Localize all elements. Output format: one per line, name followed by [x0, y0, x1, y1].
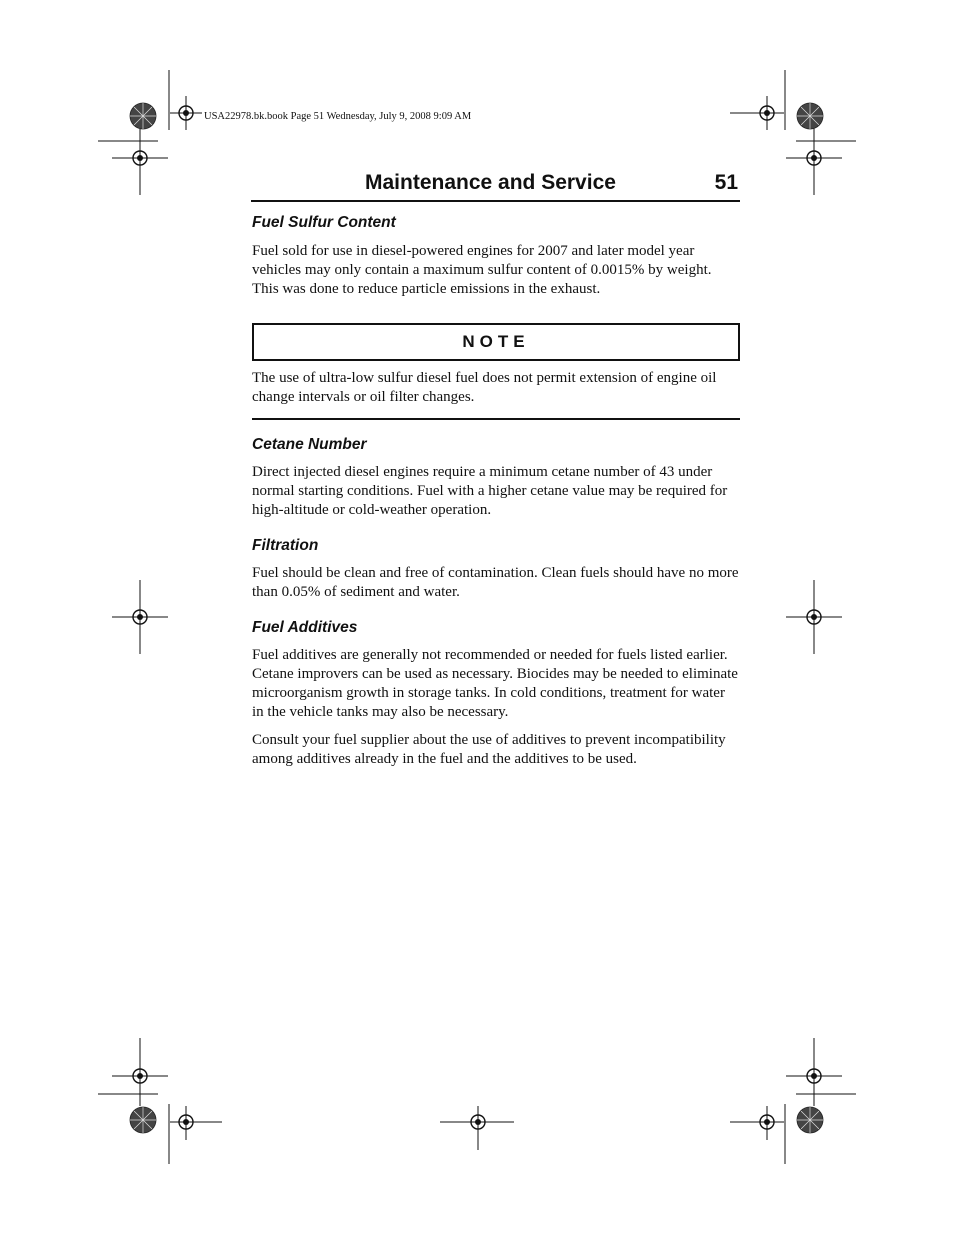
paragraph: Fuel additives are generally not recommended or needed for fuels listed earlier. Cetane improvers can be used as necessary. Biocides may be needed to eliminate microorganism growth in storage tanks. In cold conditions, treatment for water in the vehicle tanks may also be necessary.	[252, 647, 738, 720]
note-end-rule	[252, 418, 740, 420]
page-body	[252, 213, 740, 769]
note-box	[252, 323, 740, 361]
section-heading: Filtration	[252, 537, 319, 554]
section-cetane-number	[252, 435, 740, 520]
page-number: 51	[714, 171, 738, 194]
section-heading: Cetane Number	[252, 436, 367, 453]
section-heading: Fuel Additives	[252, 619, 358, 636]
paragraph: Fuel sold for use in diesel-powered engines for 2007 and later model year vehicles may only contain a maximum sulfur content of 0.0015% by weight. This was done to reduce particle emissions in the exhaust.	[252, 243, 712, 297]
section-filtration	[252, 536, 740, 602]
paragraph: Direct injected diesel engines require a minimum cetane number of 43 under normal starting conditions. Fuel with a higher cetane value may be required for high-altitude or cold-weather operation.	[252, 464, 728, 518]
section-heading: Fuel Sulfur Content	[252, 214, 396, 231]
paragraph: Consult your fuel supplier about the use of additives to prevent incompatibility among additives already in the fuel and the additives to be used.	[252, 732, 726, 767]
chapter-title: Maintenance and Service	[365, 171, 616, 194]
print-slug: USA22978.bk.book Page 51 Wednesday, July 9, 2008 9:09 AM	[204, 111, 472, 122]
note-label: NOTE	[462, 332, 530, 351]
running-header	[251, 169, 740, 202]
paragraph: Fuel should be clean and free of contamination. Clean fuels should have no more than 0.05% of sediment and water.	[252, 565, 739, 600]
note-text: The use of ultra-low sulfur diesel fuel does not permit extension of engine oil change intervals or oil filter changes.	[252, 370, 717, 405]
section-fuel-sulfur-content	[252, 213, 740, 299]
section-fuel-additives	[252, 618, 740, 769]
